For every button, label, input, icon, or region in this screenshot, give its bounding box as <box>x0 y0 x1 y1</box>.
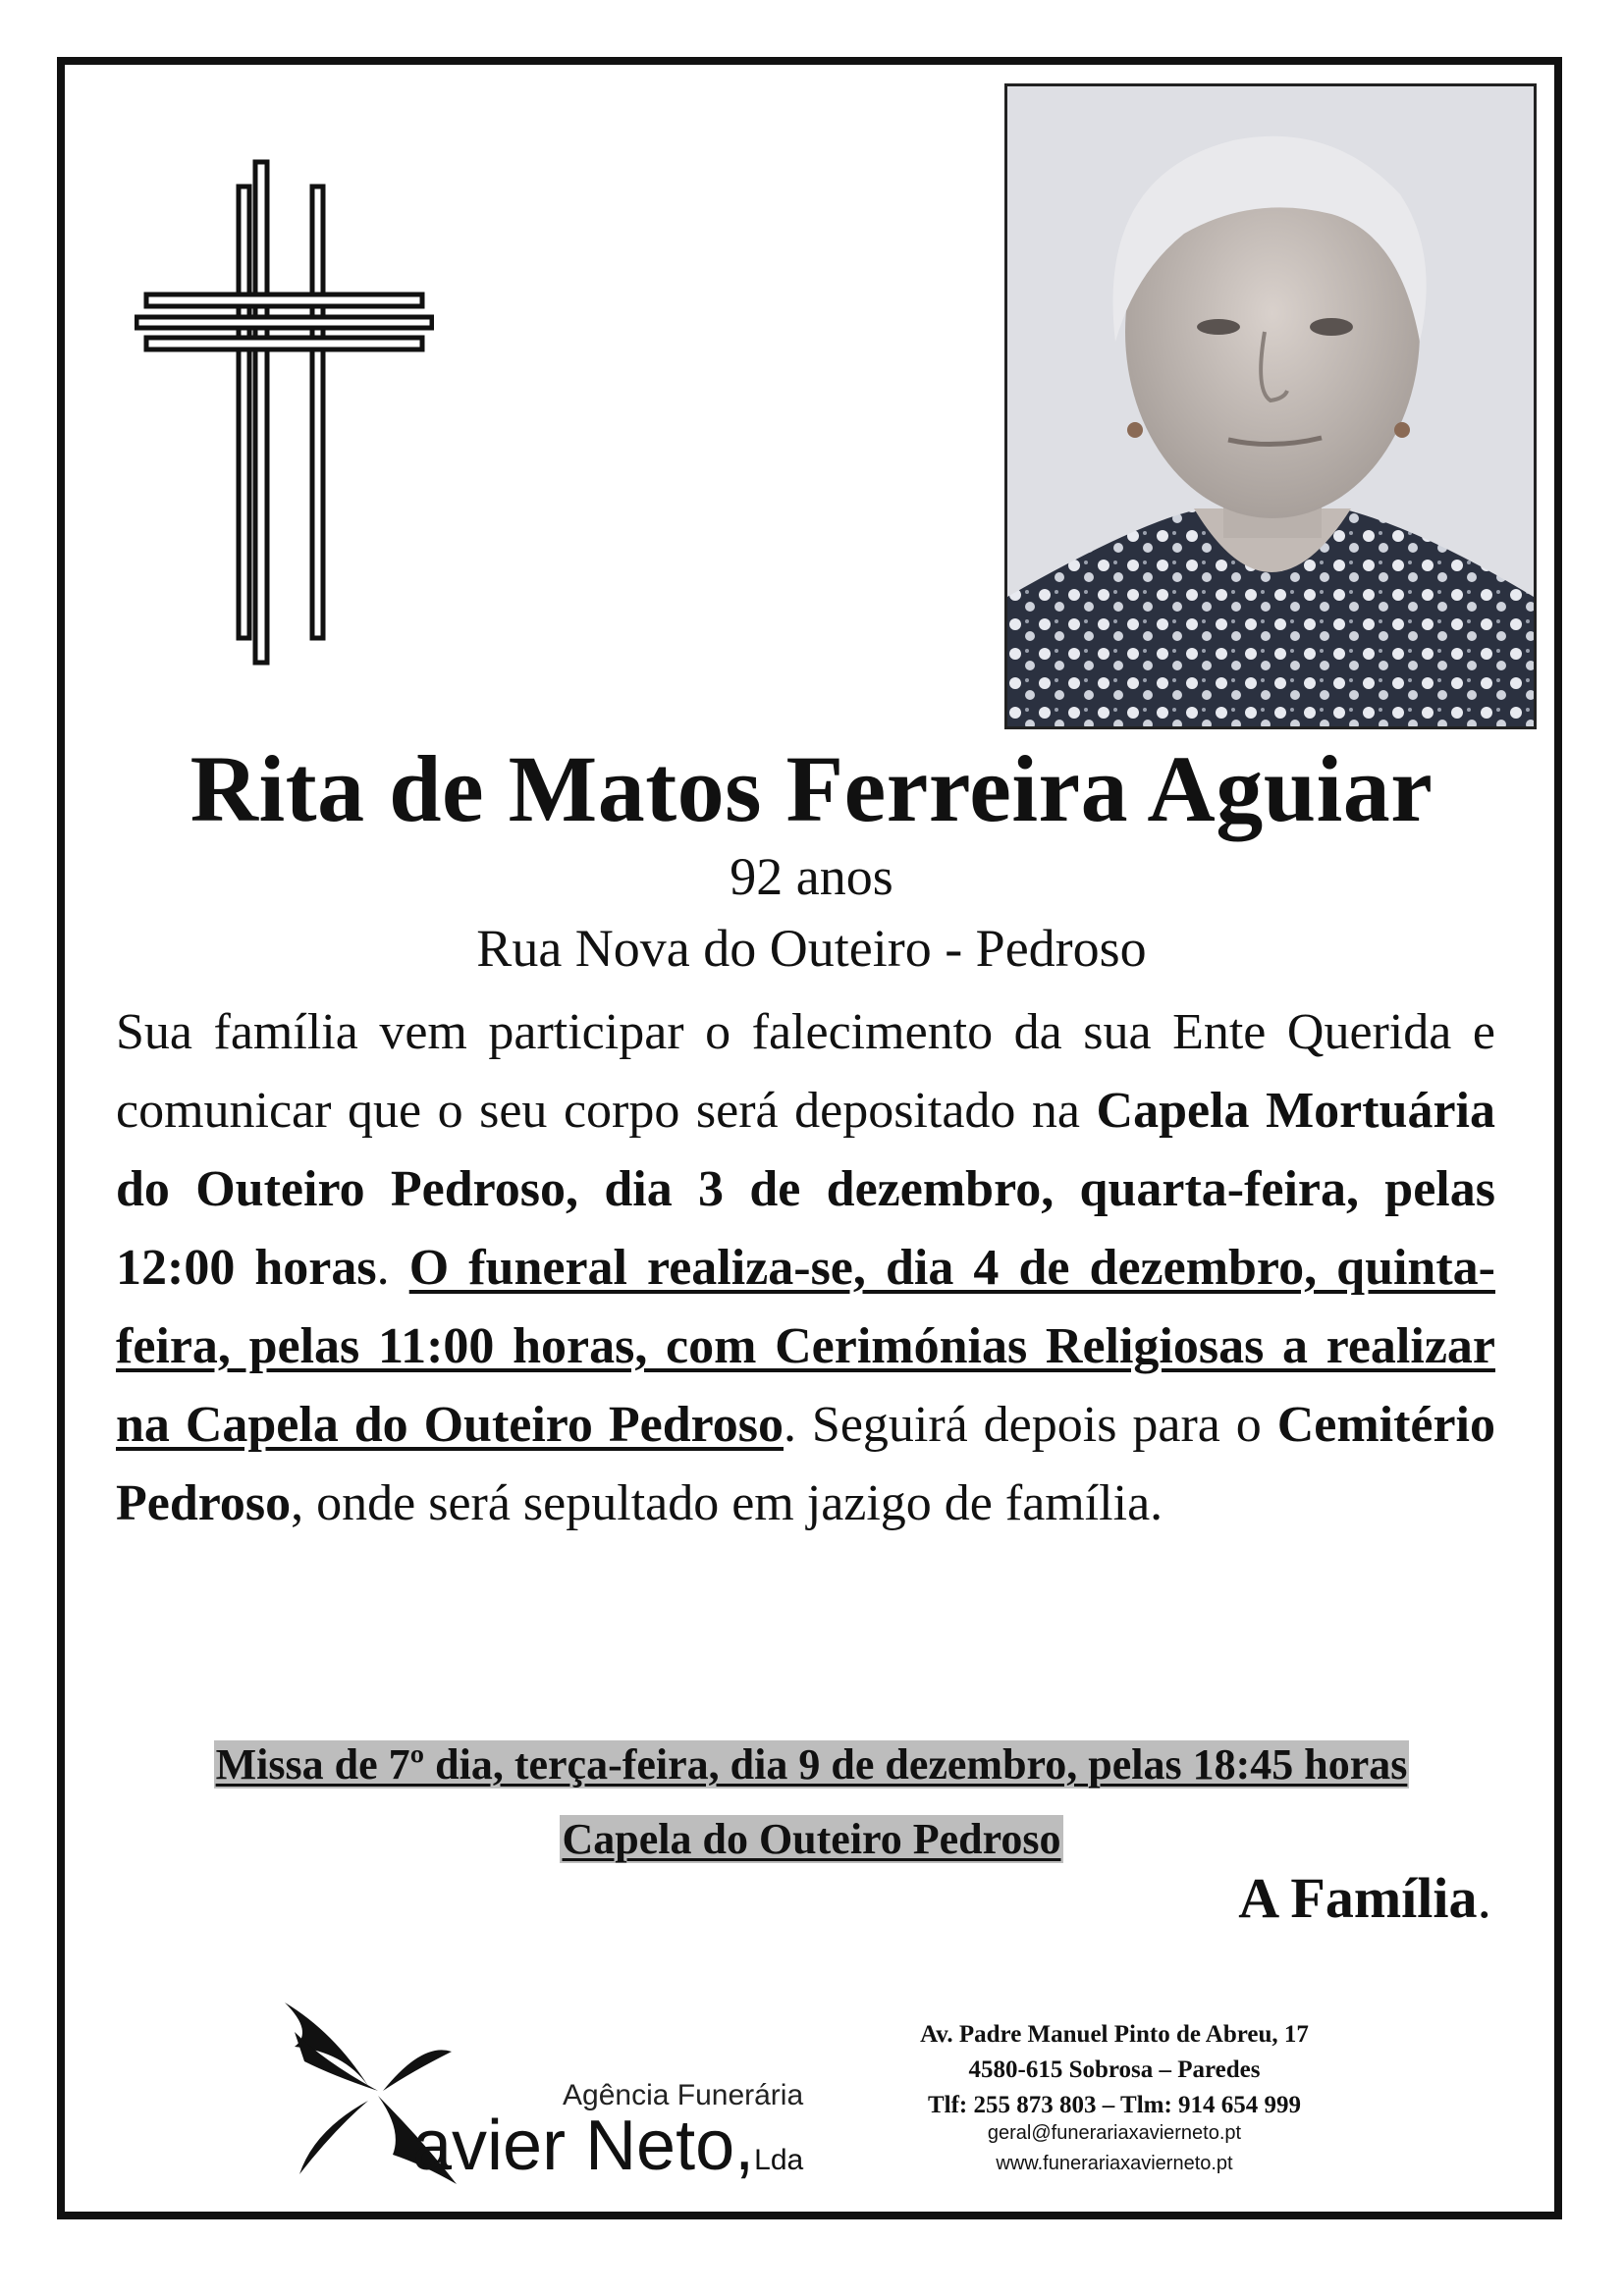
cemetery-name: Cemitério Pedroso <box>116 1397 1496 1531</box>
deceased-address: Rua Nova do Outeiro - Pedroso <box>476 919 1147 978</box>
cross-icon <box>135 157 434 667</box>
mass-line-1: Missa de 7º dia, terça-feira, dia 9 de dezembro, pelas 18:45 horas <box>215 1740 1408 1789</box>
agency-label: Agência Funerária <box>563 2079 804 2111</box>
deceased-name: Rita de Matos Ferreira Aguiar <box>189 736 1434 841</box>
agency-phones: Tlf: 255 873 803 – Tlm: 914 654 999 <box>927 2092 1302 2118</box>
wake-details: Capela Mortuária do Outeiro Pedroso, dia 3 de dezembro, quarta-feira, pelas 12:00 horas <box>116 1083 1495 1296</box>
agency-suffix: Lda <box>754 2144 804 2176</box>
deceased-age: 92 anos <box>730 847 893 906</box>
announcement-intro: Sua família vem participar o falecimento da sua Ente Querida e comunicar que o seu corpo será depositado na <box>116 1004 1495 1139</box>
announcement-after: Seguirá depois para o <box>811 1397 1262 1453</box>
announcement-text: Sua família vem participar o falecimento da sua Ente Querida e comunicar que o seu corpo será depositado na Capela Mortuária do Outeiro Pedroso, dia 3 de dezembro, quarta-feira, pelas 12:00 horas. O funeral realiza-se, dia 4 de dezembro, quinta-feira, pelas 11:00 horas, com Cerimónias Religiosas a realizar na Capela do Outeiro Pedroso. Seguirá depois para o Cemitério Pedroso, onde será sepultado em jazigo de família. <box>116 1004 1496 1531</box>
mass-line-2: Capela do Outeiro Pedroso <box>562 1815 1061 1863</box>
funeral-details: O funeral realiza-se, dia 4 de dezembro, quinta-feira, pelas 11:00 horas, com Cerimónias Religiosas a realizar na Capela do Outeiro Pedroso <box>116 1240 1495 1453</box>
signature: A Família. <box>1238 1866 1491 1930</box>
agency-web <box>884 2118 1345 2179</box>
agency-address-line-2: 4580-615 Sobrosa – Paredes <box>968 2056 1261 2083</box>
agency-email[interactable]: geral@funerariaxavierneto.pt <box>987 2122 1242 2144</box>
portrait-photo <box>1004 83 1537 729</box>
agency-website[interactable]: www.funerariaxavierneto.pt <box>996 2153 1233 2174</box>
agency-address-line-1: Av. Padre Manuel Pinto de Abreu, 17 <box>920 2021 1309 2048</box>
agency-name: avier Neto,Lda <box>412 2107 804 2185</box>
agency-contacts <box>884 2017 1345 2123</box>
mass-notice <box>59 1728 1564 1877</box>
announcement-closing: , onde será sepultado em jazigo de família. <box>291 1475 1163 1531</box>
